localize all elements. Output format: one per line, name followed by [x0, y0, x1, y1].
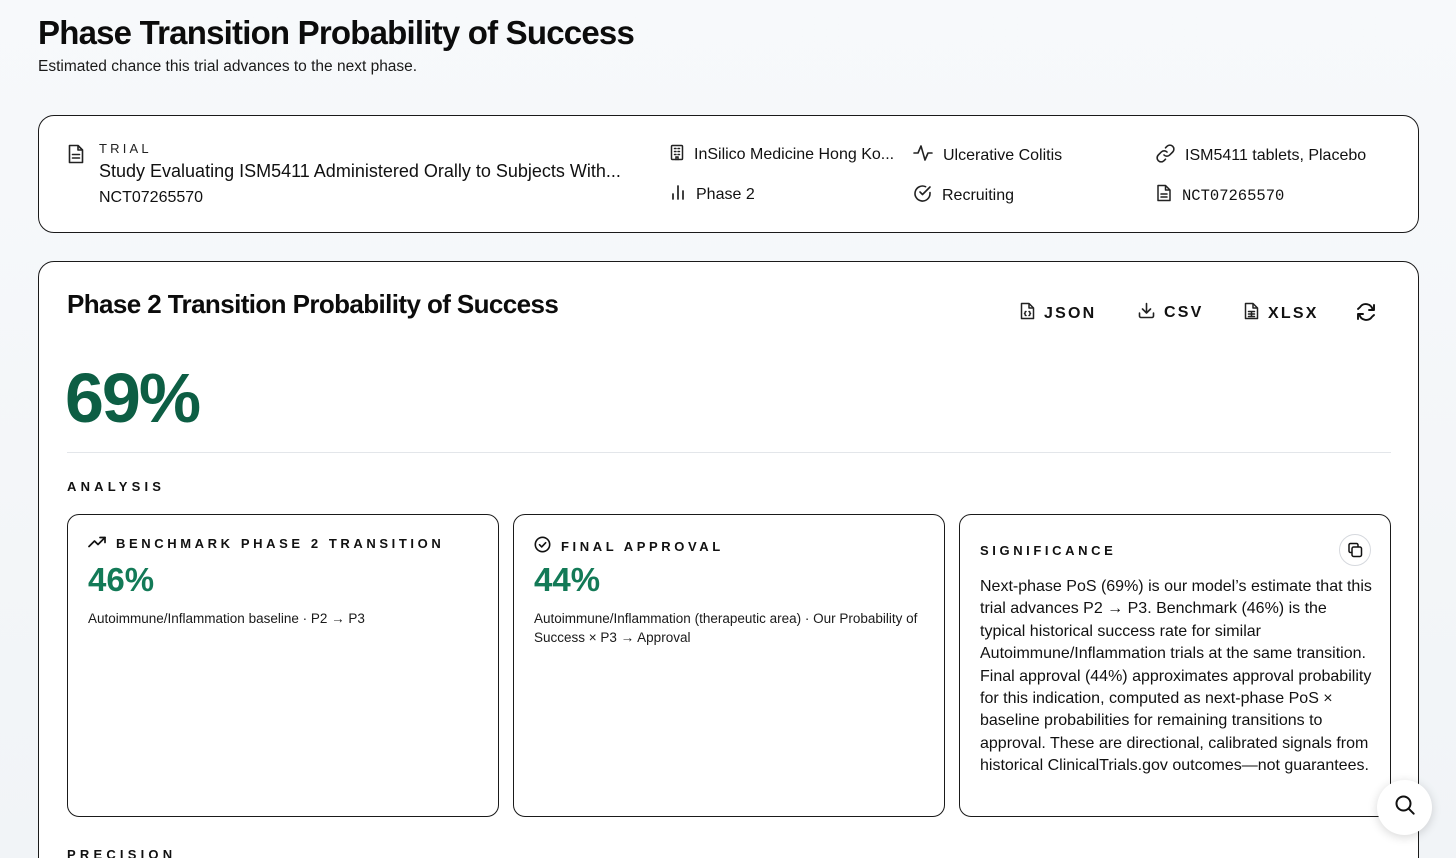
trial-eyebrow: TRIAL — [99, 141, 152, 156]
registry-id[interactable]: NCT07265570 — [1182, 186, 1285, 205]
pos-panel-title: Phase 2 Transition Probability of Success — [67, 289, 559, 319]
export-json-button[interactable] — [1020, 302, 1096, 325]
registry-meta — [1156, 184, 1284, 207]
refresh-icon[interactable] — [1355, 301, 1377, 328]
export-csv-label: CSV — [1164, 304, 1204, 321]
activity-icon — [913, 144, 933, 167]
phase-meta — [670, 184, 755, 205]
page-title: Phase Transition Probability of Success — [38, 14, 634, 51]
download-icon — [1138, 302, 1155, 324]
status-label: Recruiting — [942, 187, 1015, 204]
file-icon — [1156, 184, 1172, 207]
export-csv-button[interactable] — [1138, 302, 1204, 324]
search-fab-button[interactable] — [1377, 780, 1432, 835]
bar-chart-icon — [670, 184, 686, 205]
divider — [67, 452, 1391, 453]
document-icon — [67, 144, 85, 169]
benchmark-description: Autoimmune/Inflammation baseline · P2 → P3 — [88, 611, 365, 626]
check-circle-icon — [913, 184, 932, 208]
pos-value: 69% — [65, 359, 200, 437]
sponsor-meta — [670, 144, 894, 166]
significance-text: Next-phase PoS (69%) is our model’s estimate that this trial advances P2 → P3. Benchmark (46%) is the typical historical success rate for similar Autoimmune/Inflammation trials at the same transition. Final approval (44%) approximates approval probability for this indication, computed as next-phase PoS × baseline probabilities for remaining transitions to approval. These are directional, calibrated signals from historical ClinicalTrials.gov outcomes—not guarantees. — [980, 578, 1372, 775]
copy-icon[interactable] — [1339, 534, 1371, 566]
analysis-heading: ANALYSIS — [67, 479, 166, 494]
building-icon — [670, 144, 684, 166]
link-icon — [1156, 144, 1175, 168]
export-xlsx-button[interactable] — [1244, 302, 1319, 325]
status-meta — [913, 184, 1014, 208]
trending-up-icon — [88, 536, 106, 551]
benchmark-card — [67, 514, 499, 817]
final-approval-description: Autoimmune/Inflammation (therapeutic area) · Our Probability of Success × P3 → Approval — [534, 611, 918, 645]
significance-card — [959, 514, 1391, 817]
interventions-label: ISM5411 tablets, Placebo — [1185, 147, 1367, 164]
export-json-label: JSON — [1044, 304, 1097, 322]
final-approval-heading — [534, 536, 724, 556]
final-approval-label: FINAL APPROVAL — [561, 538, 724, 554]
page-subtitle: Estimated chance this trial advances to the next phase. — [38, 58, 418, 75]
search-icon — [1394, 794, 1416, 821]
precision-heading: PRECISION — [67, 847, 177, 858]
pos-panel — [38, 261, 1419, 858]
json-file-icon — [1020, 302, 1035, 325]
sponsor-name: InSilico Medicine Hong Ko... — [694, 146, 895, 163]
condition-meta — [913, 144, 1062, 167]
intervention-meta — [1156, 144, 1366, 168]
condition-label: Ulcerative Colitis — [943, 146, 1063, 164]
final-approval-value: 44% — [534, 561, 601, 598]
benchmark-value: 46% — [88, 561, 155, 598]
final-approval-card — [513, 514, 945, 817]
significance-label: SIGNIFICANCE — [980, 543, 1117, 558]
spreadsheet-icon — [1244, 302, 1259, 325]
trial-nct-id: NCT07265570 — [99, 189, 204, 206]
export-xlsx-label: XLSX — [1268, 304, 1319, 322]
phase-label: Phase 2 — [696, 185, 755, 203]
check-circle-icon — [534, 536, 551, 556]
trial-title[interactable]: Study Evaluating ISM5411 Administered Orally to Subjects With... — [99, 161, 621, 181]
benchmark-heading — [88, 536, 444, 551]
trial-summary-card — [38, 115, 1419, 233]
benchmark-label: BENCHMARK PHASE 2 TRANSITION — [116, 536, 445, 551]
